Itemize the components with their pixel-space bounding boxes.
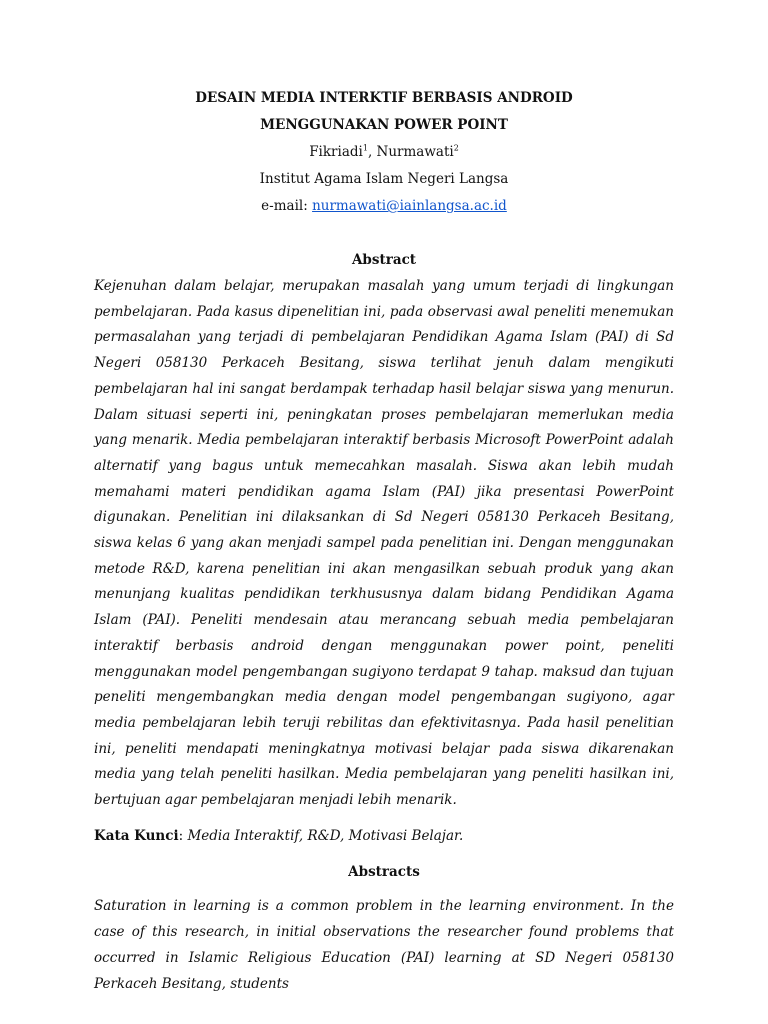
author-affiliation: Institut Agama Islam Negeri Langsa (259, 171, 509, 187)
keywords-line (94, 824, 674, 850)
keywords-value: Media Interaktif, R&D, Motivasi Belajar. (187, 827, 464, 844)
author-2-name: Nurmawati (376, 144, 454, 160)
email-line (94, 193, 674, 220)
abstracts-paragraph: Saturation in learning is a common problem in the learning environment. In the case of this research, in initial observations the researcher found problems that occurred in Islamic Religious Education (PAI) learning at SD Negeri 058130 Perkaceh Besitang, students (94, 898, 674, 992)
keywords-label: Kata Kunci (94, 827, 179, 844)
abstract-heading: Abstract (351, 252, 417, 268)
abstract-paragraph: Kejenuhan dalam belajar, merupakan masalah yang umum terjadi di lingkungan pembelajaran. Pada kasus dipenelitian ini, pada observasi awal peneliti menemukan permasalahan yang terjadi di pembelajaran Pendidikan Agama Islam (PAI) di Sd Negeri 058130 Perkaceh Besitang, siswa terlihat jenuh dalam mengikuti pembelajaran hal ini sangat berdampak terhadap hasil belajar siswa yang menurun. Dalam situasi seperti ini, peningkatan proses pembelajaran memerlukan media yang menarik. Media pembelajaran interaktif berbasis Microsoft PowerPoint adalah alternatif yang bagus untuk memecahkan masalah. Siswa akan lebih mudah memahami materi pendidikan agama Islam (PAI) jika presentasi PowerPoint digunakan. Penelitian ini dilaksankan di Sd Negeri 058130 Perkaceh Besitang, siswa kelas 6 yang akan menjadi sampel pada penelitian ini. Dengan menggunakan metode R&D, karena penelitian ini akan mengasilkan sebuah produk yang akan menunjang kualitas pendidikan terkhususnya dalam bidang Pendidikan Agama Islam (PAI). Peneliti mendesain atau merancang sebuah media pembelajaran interaktif berbasis android dengan menggunakan power point, peneliti menggunakan model pengembangan sugiyono terdapat 9 tahap. maksud dan tujuan peneliti mengembangkan media dengan model pengembangan sugiyono, agar media pembelajaran lebih teruji rebilitas dan efektivitasnya. Pada hasil penelitian ini, peneliti mendapati meningkatnya motivasi belajar pada siswa dikarenakan media yang telah peneliti hasilkan. Media pembelajaran yang peneliti hasilkan ini, bertujuan agar pembelajaran menjadi lebih menarik. (94, 278, 674, 809)
keywords-colon: : (178, 827, 188, 844)
email-label: e-mail: (261, 198, 313, 214)
author-2-affiliation-mark: 2 (453, 143, 459, 153)
email-link[interactable]: nurmawati@iainlangsa.ac.id (312, 198, 507, 214)
paper-title-line-2: MENGGUNAKAN POWER POINT (260, 117, 508, 133)
author-1-name: Fikriadi (309, 144, 363, 160)
abstracts-heading: Abstracts (348, 864, 420, 881)
paper-title-line-1: DESAIN MEDIA INTERKTIF BERBASIS ANDROID (195, 90, 573, 106)
author-separator: , (367, 144, 377, 160)
author-list (94, 139, 674, 166)
author-1-affiliation-mark: 1 (362, 143, 368, 153)
